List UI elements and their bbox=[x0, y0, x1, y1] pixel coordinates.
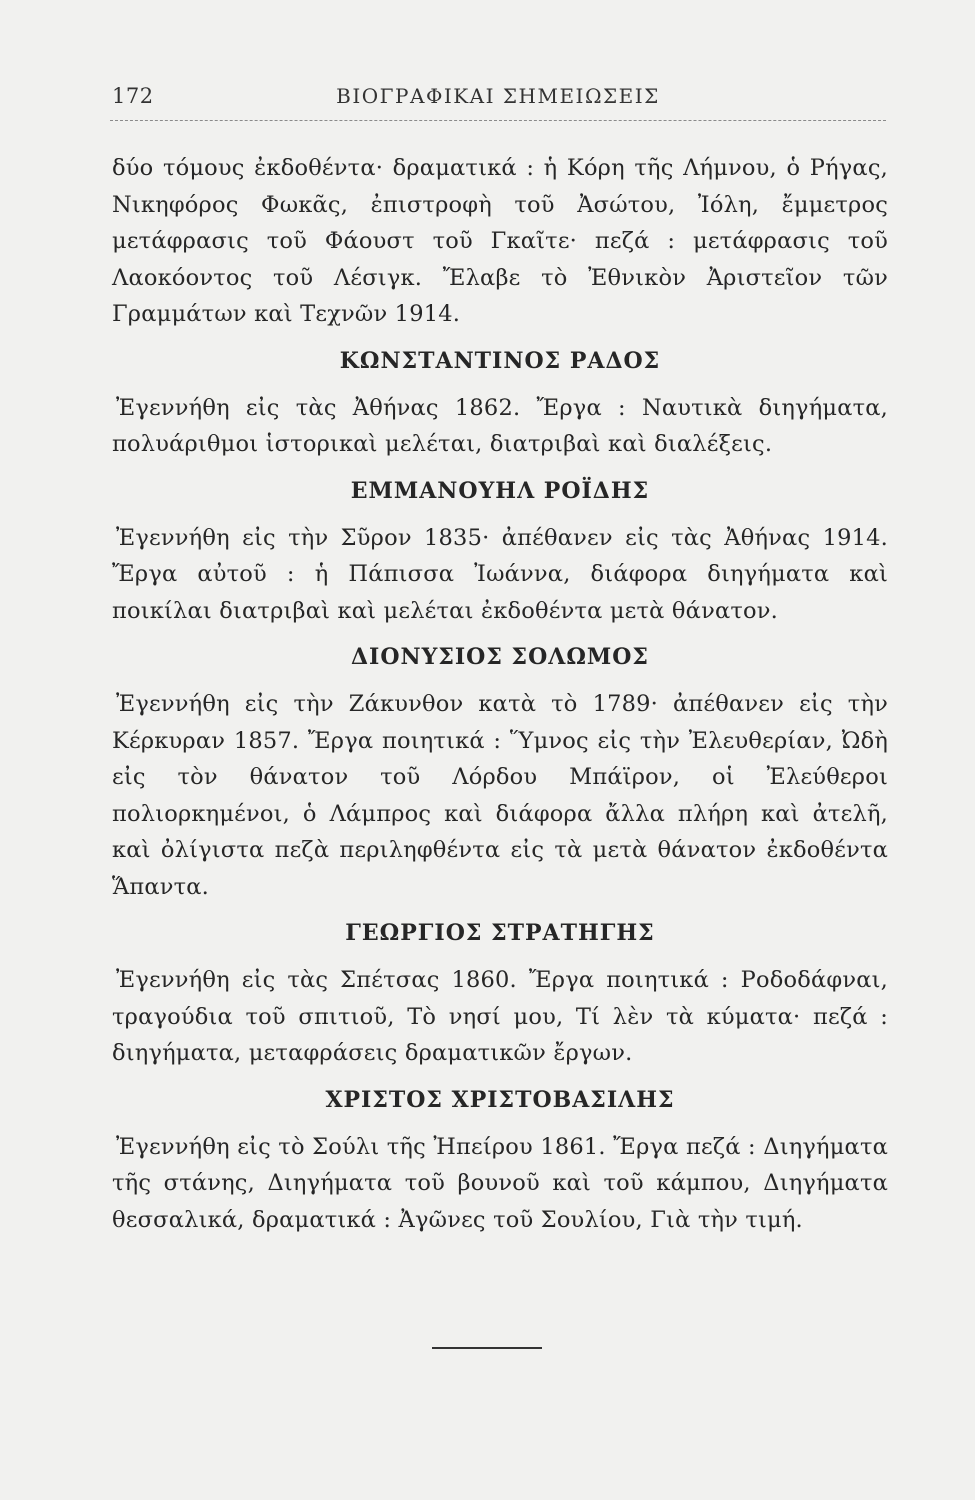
entry-title-rados: ΚΩΝΣΤΑΝΤΙΝΟΣ ΡΑΔΟΣ bbox=[339, 347, 661, 374]
entry-title-roidis: ΕΜΜΑΝΟΥΗΛ ΡΟΪΔΗΣ bbox=[350, 477, 650, 504]
entry-text-stratigis: Ἐγεννήθη εἰς τὰς Σπέτσας 1860. Ἔργα ποιητικά : Ροδοδάφναι, τραγούδια τοῦ σπιτιοῦ, Τὸ νησί μου, Τί λὲν τὰ κύματα· πεζά : διηγήματα, μεταφράσεις δραματικῶν ἔργων. bbox=[112, 967, 888, 1066]
header-rule bbox=[110, 120, 886, 121]
continuation-paragraph: δύο τόμους ἐκδοθέντα· δραματικά : ἡ Κόρη τῆς Λήμνου, ὁ Ρήγας, Νικηφόρος Φωκᾶς, ἐπιστροφὴ τοῦ Ἀσώτου, Ἰόλη, ἔμμετρος μετάφρασις τοῦ Φάουστ τοῦ Γκαῖτε· πεζά : μετάφρασις τοῦ Λαοκόοντος τοῦ Λέσιγκ. Ἔλαβε τὸ Ἐθνικὸν Ἀριστεῖον τῶν Γραμμάτων καὶ Τεχνῶν 1914. bbox=[112, 155, 888, 327]
entry-text-solomos: Ἐγεννήθη εἰς τὴν Ζάκυνθον κατὰ τὸ 1789· ἀπέθανεν εἰς τὴν Κέρκυραν 1857. Ἔργα ποιητικά : Ὕμνος εἰς τὴν Ἐλευθερίαν, Ὠδὴ εἰς τὸν θάνατον τοῦ Λόρδου Μπάϊρον, οἱ Ἐλεύθεροι πολιορκημένοι, ὁ Λάμπρος καὶ διάφορα ἄλλα πλήρη καὶ ἀτελῆ, καὶ ὀλίγιστα πεζὰ περιληφθέντα εἰς τὰ μετὰ θάνατον ἐκδοθέντα Ἅπαντα. bbox=[112, 691, 888, 900]
entry-title-stratigis: ΓΕΩΡΓΙΟΣ ΣΤΡΑΤΗΓΗΣ bbox=[345, 920, 655, 946]
running-head bbox=[112, 84, 884, 114]
entry-text-rados: Ἐγεννήθη εἰς τὰς Ἀθήνας 1862. Ἔργα : Ναυτικὰ διηγήματα, πολυάριθμοι ἱστορικαὶ μελέται, διατριβαὶ καὶ διαλέξεις. bbox=[112, 394, 888, 457]
closing-rule bbox=[432, 1347, 542, 1349]
entry-title-christovasilis: ΧΡΙΣΤΟΣ ΧΡΙΣΤΟΒΑΣΙΛΗΣ bbox=[325, 1086, 675, 1113]
page-number: 172 bbox=[112, 84, 154, 108]
running-head-title: ΒΙΟΓΡΑΦΙΚΑΙ ΣΗΜΕΙΩΣΕΙΣ bbox=[336, 84, 660, 108]
entry-title-solomos: ΔΙΟΝΥΣΙΟΣ ΣΟΛΩΜΟΣ bbox=[350, 644, 649, 670]
entry-text-christovasilis: Ἐγεννήθη εἰς τὸ Σούλι τῆς Ἠπείρου 1861. Ἔργα πεζά : Διηγήματα τῆς στάνης, Διηγήματα τοῦ βουνοῦ καὶ τοῦ κάμπου, Διηγήματα θεσσαλικά, δραματικά : Ἀγῶνες τοῦ Σουλίου, Γιὰ τὴν τιμή. bbox=[112, 1133, 888, 1233]
entry-text-roidis: Ἐγεννήθη εἰς τὴν Σῦρον 1835· ἀπέθανεν εἰς τὰς Ἀθήνας 1914. Ἔργα αὐτοῦ : ἡ Πάπισσα Ἰωάννα, διάφορα διηγήματα καὶ ποικίλαι διατριβαὶ καὶ μελέται ἐκδοθέντα μετὰ θάνατον. bbox=[112, 524, 888, 624]
page-body bbox=[112, 150, 888, 1238]
